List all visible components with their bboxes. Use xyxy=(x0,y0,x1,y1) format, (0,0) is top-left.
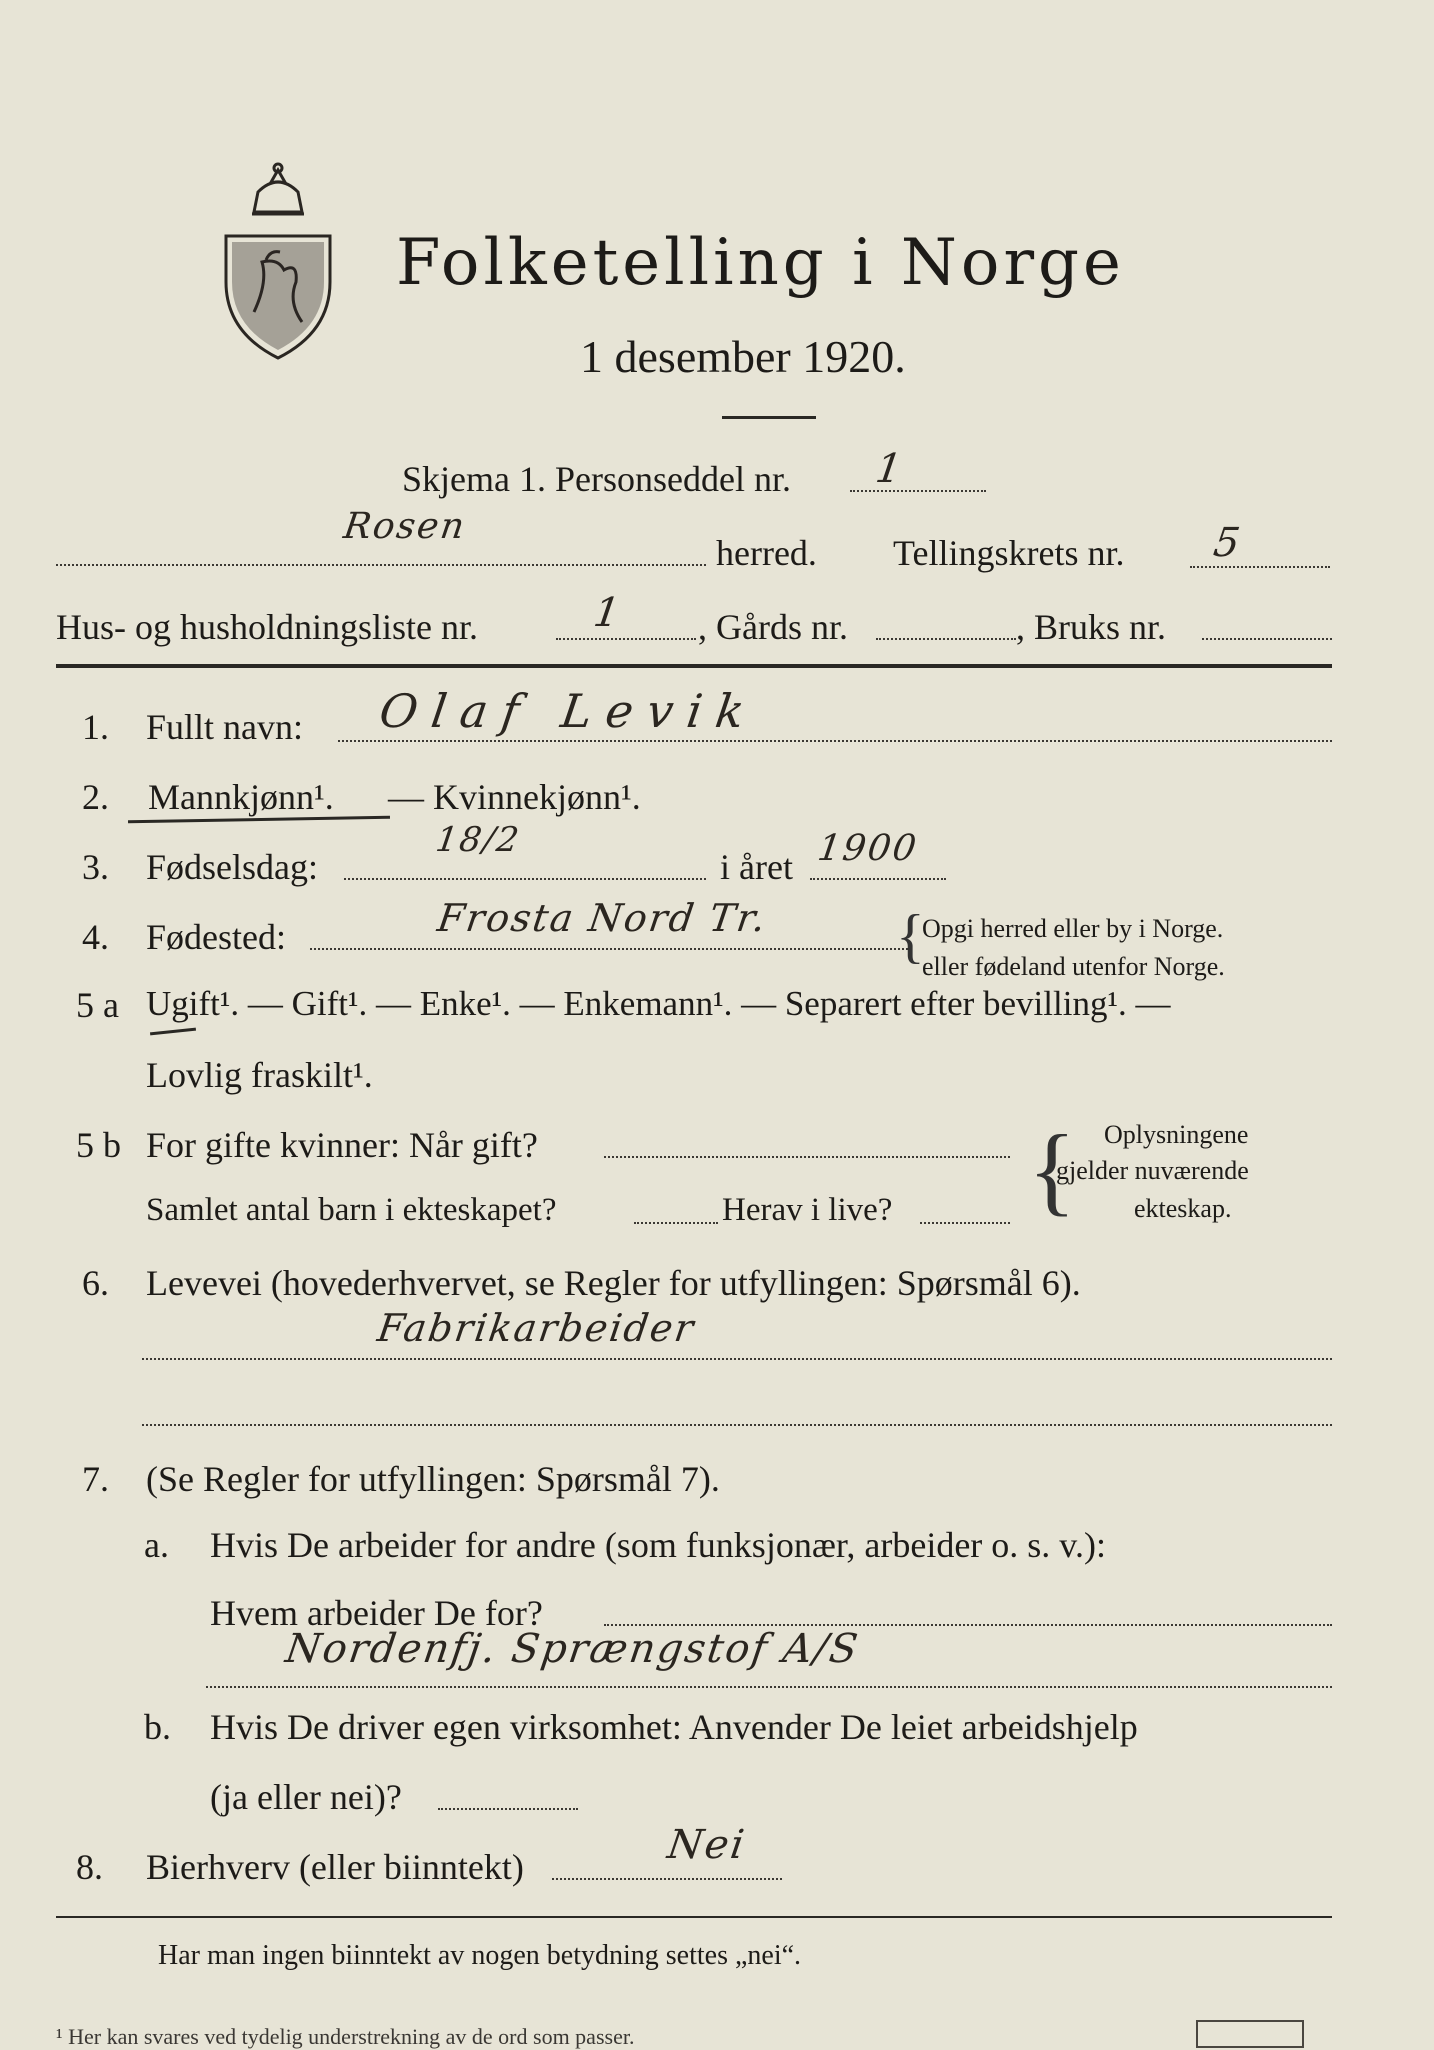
q5b-children-dotted-line xyxy=(634,1222,718,1224)
q6-number: 6. xyxy=(82,1263,109,1303)
q7-number: 7. xyxy=(82,1459,109,1499)
q8-label: Bierhverv (eller biinntekt) xyxy=(146,1847,524,1887)
herred-label: herred. xyxy=(716,533,817,573)
q3-year-dotted-line xyxy=(810,878,946,880)
q6-label: Levevei (hovederhvervet, se Regler for utfyllingen: Spørsmål 6). xyxy=(146,1263,1081,1303)
census-date: 1 desember 1920. xyxy=(580,331,906,382)
gards-label: , Gårds nr. xyxy=(698,607,848,647)
q5b-line1: For gifte kvinner: Når gift? xyxy=(146,1125,538,1165)
q5b-line2b: Herav i live? xyxy=(722,1192,893,1228)
q5b-line2a: Samlet antal barn i ekteskapet? xyxy=(146,1192,557,1228)
q4-dotted-line xyxy=(310,948,912,950)
q5b-alive-dotted-line xyxy=(920,1222,1010,1224)
hus-label: Hus- og husholdningsliste nr. xyxy=(56,607,479,647)
q8-number: 8. xyxy=(76,1847,103,1887)
herred-dotted-line xyxy=(56,564,706,566)
footnote: ¹ Her kan svares ved tydelig understrekning av de ord som passer. xyxy=(56,2024,635,2049)
q7-label: (Se Regler for utfyllingen: Spørsmål 7). xyxy=(146,1459,720,1499)
q1-number: 1. xyxy=(82,707,109,747)
q2-male-option: Mannkjønn¹. xyxy=(148,777,334,817)
norwegian-coat-of-arms-icon xyxy=(218,162,338,362)
footer-divider xyxy=(56,1916,1332,1918)
q7b-line2: (ja eller nei)? xyxy=(210,1777,402,1817)
q1-dotted-line xyxy=(338,740,1332,742)
gards-dotted-line xyxy=(876,638,1016,640)
q5b-note-line3: ekteskap. xyxy=(1134,1194,1232,1223)
q1-label: Fullt navn: xyxy=(146,707,304,747)
q3-year-label: i året xyxy=(720,847,793,887)
q3-dotted-line xyxy=(344,878,706,880)
q4-note-line2: eller fødeland utenfor Norge. xyxy=(922,952,1225,981)
bruks-label: , Bruks nr. xyxy=(1016,607,1167,647)
q7b-dotted-line xyxy=(438,1808,578,1810)
q5b-when-dotted-line xyxy=(604,1156,1010,1158)
q3-value: 18/2 xyxy=(433,820,524,860)
q7b-letter: b. xyxy=(144,1707,171,1747)
q4-note-brace: { xyxy=(896,903,925,969)
tellingskrets-label: Tellingskrets nr. xyxy=(893,533,1125,573)
footer-note: Har man ingen biinntekt av nogen betydning settes „nei“. xyxy=(158,1940,802,1971)
section-divider xyxy=(56,664,1332,668)
bruks-dotted-line xyxy=(1202,638,1332,640)
q6-dotted-line-2 xyxy=(142,1424,1332,1426)
q7a-letter: a. xyxy=(144,1525,169,1565)
schema-label: Skjema 1. Personseddel nr. xyxy=(402,459,791,499)
q3-label: Fødselsdag: xyxy=(146,847,319,887)
q7a-value: Nordenfj. Sprængstof A/S xyxy=(282,1626,863,1672)
q8-value: Nei xyxy=(664,1822,749,1868)
hus-dotted-line xyxy=(556,638,696,640)
q7a-line2: Hvem arbeider De for? xyxy=(210,1593,543,1633)
q7b-line1: Hvis De driver egen virksomhet: Anvender De leiet arbeidshjelp xyxy=(210,1707,1138,1747)
q7a-dotted-line-2 xyxy=(206,1686,1332,1688)
title-divider xyxy=(722,416,816,419)
q4-note-line1: Opgi herred eller by i Norge. xyxy=(922,914,1224,943)
tellingskrets-dotted-line xyxy=(1190,566,1330,568)
q5a-number: 5 a xyxy=(76,985,119,1025)
schema-dotted-line xyxy=(850,490,986,492)
q6-value: Fabrikarbeider xyxy=(374,1306,698,1350)
q8-dotted-line xyxy=(552,1878,782,1880)
q2-female-option: — Kvinnekjønn¹. xyxy=(388,777,641,817)
q7a-line1: Hvis De arbeider for andre (som funksjonær, arbeider o. s. v.): xyxy=(210,1525,1106,1565)
q3-number: 3. xyxy=(82,847,109,887)
q3-year-value: 1900 xyxy=(815,828,921,869)
q5b-note-line1: Oplysningene xyxy=(1104,1120,1249,1149)
q4-value: Frosta Nord Tr. xyxy=(434,896,771,940)
q4-label: Fødested: xyxy=(146,917,286,957)
q4-number: 4. xyxy=(82,917,109,957)
q5a-line2: Lovlig fraskilt¹. xyxy=(146,1055,373,1095)
q1-value: Olaf Levik xyxy=(376,684,762,738)
printer-stamp xyxy=(1196,2020,1304,2048)
q5a-line1: Ugift¹. — Gift¹. — Enke¹. — Enkemann¹. — Separert efter bevilling¹. — xyxy=(146,984,1171,1023)
q2-number: 2. xyxy=(82,777,109,817)
q5a-mark xyxy=(150,1028,196,1036)
q5b-note-line2: gjelder nuværende xyxy=(1056,1156,1249,1185)
tellingskrets-value: 5 xyxy=(1210,520,1245,566)
q5b-note-brace: { xyxy=(1028,1114,1076,1225)
q6-dotted-line-1 xyxy=(142,1358,1332,1360)
schema-value: 1 xyxy=(872,446,907,492)
page-title: Folketelling i Norge xyxy=(396,226,1125,300)
hus-value: 1 xyxy=(590,590,625,636)
q5b-number: 5 b xyxy=(76,1125,121,1165)
herred-value: Rosen xyxy=(341,506,469,547)
